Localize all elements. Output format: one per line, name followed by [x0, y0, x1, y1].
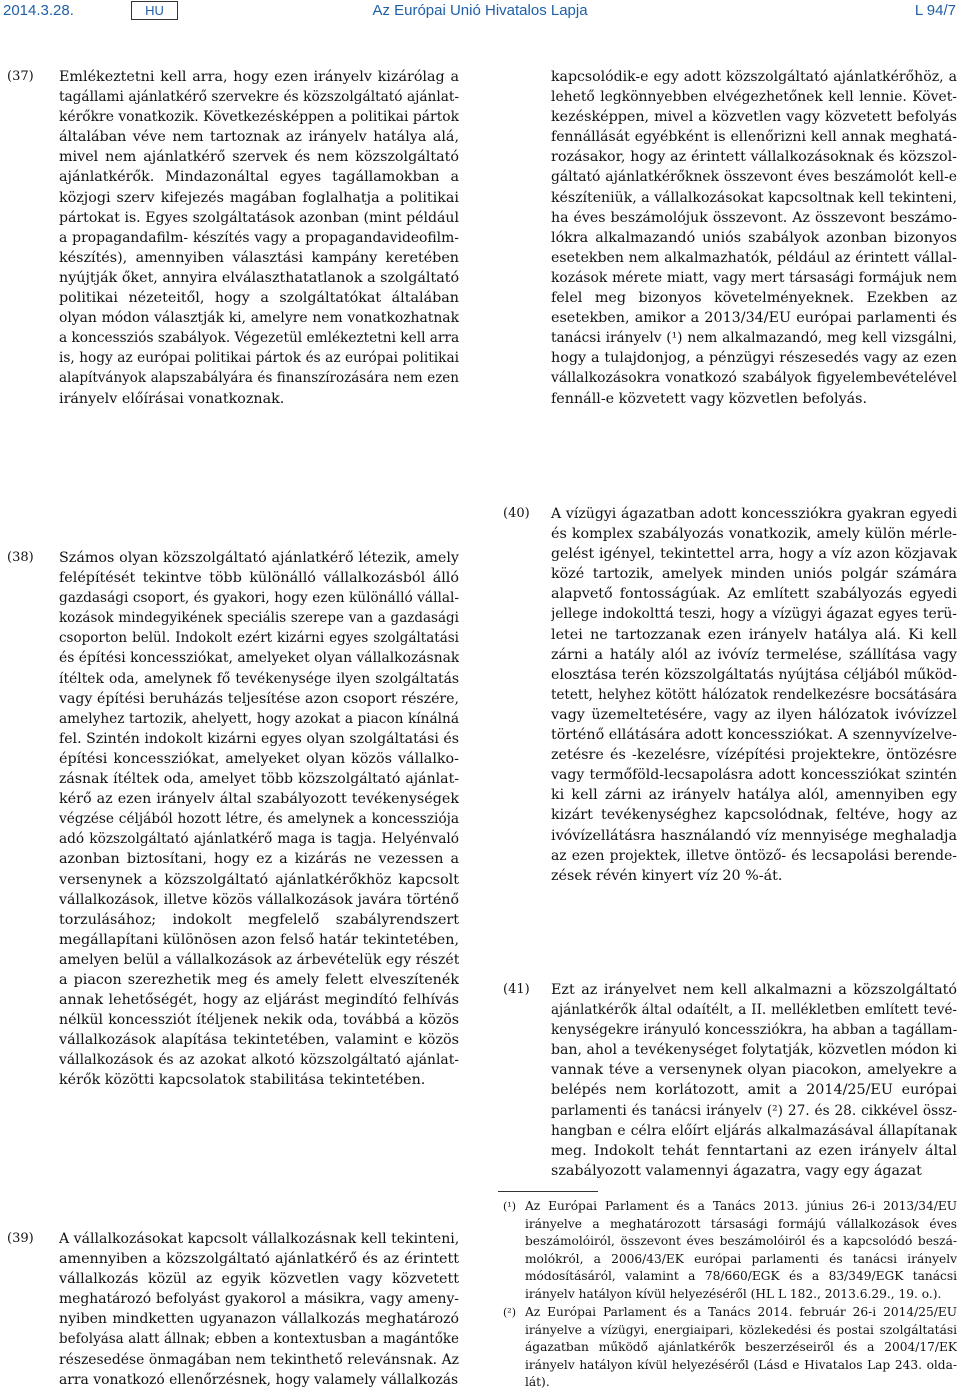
recital-number-37: (37) — [7, 69, 34, 84]
text-line: a piacon szerezhetik meg és amely felett elveszítenék — [59, 971, 459, 988]
recital-40 — [551, 504, 957, 886]
recital-41 — [551, 980, 957, 1181]
text-line: az ezen projektek, illetve öntöző- és lecsapolási berende- — [551, 847, 957, 864]
text-line: készíteniük, a vállalkozásokat kapcsoltnak kell tekinteni, — [551, 189, 957, 206]
text-line: tagállami ajánlatkérő szervekre és közszolgáltató ajánlat- — [59, 89, 459, 106]
text-line: zárni a hatály alól az ivóvíz termelése, szállítása vagy — [551, 646, 957, 663]
text-line: kozások mérete miatt, vagy mert társasági formájuk nem — [551, 269, 957, 286]
text-line: A vízügyi ágazatban adott koncessziókra gyakran egyedi — [551, 506, 957, 522]
recital-38 — [59, 548, 459, 1091]
text-line: ajánlatkérők által odaítélt, a II. mellékletben említett tevé- — [551, 1002, 957, 1019]
text-line: Számos olyan közszolgáltató ajánlatkérő létezik, amely — [59, 550, 459, 566]
text-line: letei ne tartozzanak ezen irányelv hatálya alá. Ki kell — [551, 626, 957, 643]
text-line: lókra alkalmazandó uniós szabályok azonban bizonyos — [551, 229, 957, 246]
text-line: nyújtják őket, annyira elválaszthatatlanok a szolgáltató — [59, 269, 459, 286]
text-line: torzulásához; indokolt megfelelő szabályrendszert — [59, 911, 459, 928]
text-line: molókról, a 2006/43/EK európai parlamenti és tanácsi irányelv — [525, 1251, 957, 1266]
text-line: tetett, helyhez kötött hálózatok rendelkezésre bocsátására — [551, 686, 957, 703]
page-number: L 94/7 — [914, 2, 956, 19]
text-line: meg. Indokolt tehát fenntartani az ezen irányelv által — [551, 1142, 957, 1159]
recital-37 — [59, 67, 459, 409]
text-line: kozások mindegyikének speciális szerepe van a gazdasági — [59, 610, 459, 627]
text-line: adó közszolgáltató ajánlatkérő maga is tagja. Helyénvaló — [59, 831, 459, 848]
text-line: irányelve a vízügyi, energiaipari, közlekedési és postai szolgáltatási — [525, 1322, 957, 1337]
text-line: lehető legkönnyebben elvégezhetőnek kell lennie. Követ- — [551, 89, 957, 106]
text-line: kérő az ezen irányelv által szabályozott tevékenységek — [59, 791, 459, 808]
text-line: is, hogy az európai politikai pártok és az európai politikai — [59, 350, 459, 367]
text-line: amelyhez tartozik, ahelyett, hogy azokat a piacon kínálná — [59, 710, 459, 727]
text-line: parlamenti és tanácsi irányelv (²) 27. és 28. cikkével össz- — [551, 1102, 957, 1119]
text-line: megállapítani különösen azon felső határ tekintetében, — [59, 931, 459, 948]
text-line: pártokat is. Egyes szolgáltatások azonban (mint például — [59, 209, 459, 226]
text-line: kérők közötti kapcsolatok stabilitása tekintetében. — [59, 1072, 426, 1089]
recital-39 — [59, 1229, 459, 1390]
text-line: nyiben mindketten ugyanazon vállalkozás meghatározó — [59, 1311, 459, 1328]
text-line: ítéltek oda, amelynek fő tevékenysége ilyen szolgáltatás — [59, 670, 459, 687]
text-line: vagy építési beruházás teljesítése azon csoport részére, — [59, 690, 459, 707]
text-line: esetekben nem alkalmazhatók, például az érintett vállal- — [551, 249, 957, 266]
page-header — [0, 0, 960, 30]
text-line: fel. Szintén indokolt kizárni egyes olyan szolgáltatási és — [59, 730, 459, 747]
text-line: rozásakor, hogy az érintett vállalkozásoknak és közszol- — [551, 149, 957, 166]
language-badge: HU — [131, 1, 178, 20]
text-line: módosításáról, valamint a 78/660/EGK és a 83/349/EGK tanácsi — [525, 1269, 957, 1284]
text-line: kapcsolódik-e egy adott közszolgáltató ajánlatkérőhöz, a — [551, 69, 957, 85]
text-line: ha éves beszámolójuk összevont. Az összevont beszámo- — [551, 209, 957, 226]
text-line: elosztása terén közszolgáltatás nyújtása céljából működ- — [551, 666, 957, 683]
text-line: irányelv előírásai vonatkoznak. — [59, 390, 285, 407]
text-line: hangban e célra előírt eljárás alkalmazásával állapítanak — [551, 1122, 957, 1139]
text-line: zetésre és -kezelésre, vízépítési projektekre, öntözésre — [551, 747, 957, 764]
text-line: irányelv hatályon kívül helyezéséről (HL L 182., 2013.6.29., 19. o.). — [525, 1286, 942, 1301]
text-line: nélkül koncessziót ítéljenek nekik oda, továbbá a közös — [59, 1012, 459, 1029]
text-line: ágazatban működő ajánlatkérők beszerzéseiről és a 2004/17/EK — [525, 1340, 957, 1355]
text-line: kenységekre irányuló koncessziókra, ha abban a tagállam- — [551, 1022, 957, 1039]
journal-title: Az Európai Unió Hivatalos Lapja — [372, 2, 588, 19]
text-line: felel meg bizonyos követelményeknek. Ezekben az — [551, 290, 957, 307]
recital-number-39: (39) — [7, 1231, 34, 1246]
text-line: befolyása alatt állnak; ebben a kontextusban a magántőke — [59, 1331, 459, 1348]
text-line: meghatározó befolyást gyakorol a másikra, vagy ameny- — [59, 1291, 459, 1308]
recital-number-40: (40) — [503, 506, 530, 521]
text-line: és komplex szabályozás vonatkozik, amely külön mérle- — [551, 526, 957, 543]
text-line: irányelv hatályon kívül helyezéséről (Lásd e Hivatalos Lap 243. olda- — [525, 1357, 957, 1372]
text-line: politikai nézeteitől, hogy a szolgáltatókat általában — [59, 290, 459, 307]
text-line: felépítését tekintve több különálló vállalkozásból álló — [59, 570, 459, 587]
text-line: és építési koncessziókat, amelyeket olyan vállalkozásnak — [59, 650, 459, 667]
text-line: ivóvízellátásra használandó víz mennyisége meghaladja — [551, 827, 957, 844]
text-line: A vállalkozásokat kapcsolt vállalkozásnak kell tekinteni, — [59, 1231, 459, 1247]
text-line: közjogi szerv kifejezés magában foglalhatja a politikai — [59, 189, 459, 206]
text-line: zásnak ítéltek oda, amelyet több közszolgáltató ajánlat- — [59, 771, 459, 788]
recital-39-continued — [551, 67, 957, 409]
text-line: versenynek a közszolgáltató ajánlatkérőkhöz kapcsolt — [59, 871, 459, 888]
text-line: irányelve a meghatározott társasági formájú vállalkozások éves — [525, 1216, 957, 1231]
text-line: csoporton belül. Indokolt ezért kizárni egyes szolgáltatási — [59, 630, 459, 647]
text-line: gáltató ajánlatkérőknek összevont éves beszámolót kell-e — [551, 169, 957, 186]
text-line: fennállását egyébként is ellenőrizni kell annak meghatá- — [551, 129, 957, 146]
text-line: ajánlatkérők. Mindazonáltal egyes tagállamokban a — [59, 169, 459, 186]
footnote-number-1: (¹) — [503, 1200, 516, 1213]
text-line: vállalkozások alapítása tekintetében, valamint e közös — [59, 1032, 459, 1049]
text-line: Az Európai Parlament és a Tanács 2013. június 26-i 2013/34/EU — [525, 1199, 957, 1213]
text-line: a propagandafilm- készítés vagy a propagandavideofilm- — [59, 229, 459, 246]
text-line: kezésképpen, mivel a közvetlen vagy közvetett befolyás — [551, 109, 957, 126]
text-line: részesedése önmagában nem tekinthető relevánsnak. Az — [59, 1351, 459, 1368]
text-line: a koncessziós szabályok. Végezetül emlékeztetni kell arra — [59, 330, 459, 347]
text-line: amennyiben a közszolgáltató ajánlatkérő és az érintett — [59, 1251, 459, 1268]
text-line: általában véve nem tartoznak az irányelv hatálya alá, — [59, 129, 459, 146]
recital-number-38: (38) — [7, 550, 34, 565]
text-line: ban, ahol a tevékenységet folytatják, közvetlen módon ki — [551, 1042, 957, 1059]
text-line: belépés nem korlátozott, amit a 2014/25/EU európai — [551, 1082, 957, 1099]
text-line: ki kell zárni az irányelv hatálya alól, amennyiben egy — [551, 787, 957, 804]
footnote-2 — [525, 1304, 957, 1392]
text-line: alapvető fontosságúak. Az említett szabályozás egyedi — [551, 586, 957, 603]
text-line: történő ellátására adott koncessziókat. A szennyvízelve- — [551, 727, 957, 744]
text-line: lát). — [525, 1375, 550, 1390]
text-line: vagy termőföld-lecsapolásra adott koncessziókat szintén — [551, 767, 957, 784]
text-line: esetekben, amikor a 2013/34/EU európai parlamenti és — [551, 310, 957, 327]
text-line: alapítványok alapszabályára és finanszírozására nem ezen — [59, 370, 459, 387]
text-line: vannak téve a versenynek olyan piacokon, amelyekre a — [551, 1062, 957, 1079]
text-line: arra vonatkozó ellenőrzésnek, hogy valamely vállalkozás — [59, 1371, 459, 1388]
text-line: fennáll-e közvetett vagy közvetlen befolyás. — [551, 390, 868, 407]
text-line: olyan módon választják ki, amelyre nem vonatkozhatnak — [59, 310, 459, 327]
text-line: Emlékeztetni kell arra, hogy ezen irányelv kizárólag a — [59, 69, 459, 85]
text-line: gelést igényel, tekintettel arra, hogy a víz azon közjavak — [551, 546, 957, 563]
footnote-1 — [525, 1198, 957, 1304]
publication-date: 2014.3.28. — [3, 2, 74, 19]
text-line: amelyen belül a vállalkozások az árbevételük egy részét — [59, 951, 459, 968]
text-line: vállalkozások és az azokat alkotó közszolgáltató ajánlat- — [59, 1052, 459, 1069]
text-line: annak lehetőségét, hogy az eljárást megindító felhívás — [59, 992, 459, 1009]
recital-number-41: (41) — [503, 982, 530, 997]
text-line: beszámolóiról, összevont éves beszámolóiról és a kapcsolódó beszá- — [525, 1234, 957, 1249]
text-line: végzése céljából hozott létre, és amelynek a koncessziója — [59, 811, 459, 828]
text-line: azonban biztosítani, hogy ez a kizárás ne vezessen a — [59, 851, 459, 868]
text-line: Az Európai Parlament és a Tanács 2014. február 26-i 2014/25/EU — [525, 1305, 957, 1319]
footnote-separator — [498, 1191, 598, 1192]
text-line: jellege indokolttá teszi, hogy a vízügyi ágazat egyes terü- — [551, 606, 957, 623]
text-line: zések révén kinyert víz 20 %-át. — [551, 867, 783, 884]
text-line: vállalkozás közül az egyik közvetlen vagy közvetett — [59, 1271, 459, 1288]
text-line: kizárt tevékenységhez kapcsolódnak, feltéve, hogy az — [551, 807, 957, 824]
text-line: hogy a tulajdonjog, a pénzügyi részesedés vagy az ezen — [551, 350, 957, 367]
text-line: szabályozott valamennyi ágazatra, vagy egy ágazat — [551, 1162, 922, 1179]
footnote-number-2: (²) — [503, 1306, 516, 1319]
text-line: vállalkozásokra vonatkozó szabályok figyelembevételével — [551, 370, 957, 387]
text-line: Ezt az irányelvet nem kell alkalmazni a közszolgáltató — [551, 982, 957, 998]
text-line: közé tartozik, amelyek minden uniós polgár számára — [551, 566, 957, 583]
text-line: készítés), amennyiben választási kampány keretében — [59, 249, 459, 266]
text-line: vállalkozások, illetve közös vállalkozások javára történő — [59, 891, 459, 908]
text-line: vagy üzemeltetésére, vagy az ilyen hálózatok ivóvízzel — [551, 706, 957, 723]
text-line: mivel nem ajánlatkérő szervek és nem közszolgáltató — [59, 149, 459, 166]
text-line: építési koncessziókat, amelyeket olyan közös vállalko- — [59, 750, 459, 767]
text-line: kérőkre vonatkozik. Következésképpen a politikai pártok — [59, 109, 459, 126]
text-line: tanácsi irányelv (¹) nem alkalmazandó, meg kell vizsgálni, — [551, 330, 957, 347]
text-line: gazdasági csoport, és gyakori, hogy ezen különálló vállal- — [59, 590, 459, 607]
